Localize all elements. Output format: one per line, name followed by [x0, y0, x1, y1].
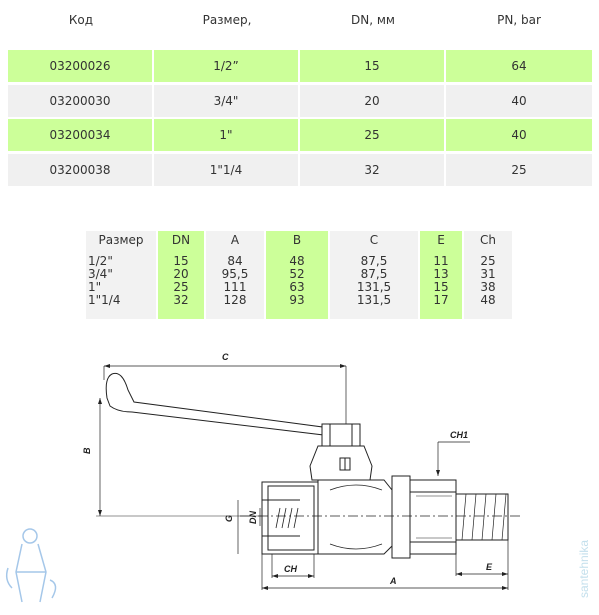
lever-handle — [106, 373, 332, 436]
valve-body-center — [318, 480, 392, 554]
cell-size: 1/2” — [154, 50, 298, 82]
product-table-header — [8, 0, 592, 40]
dim-header-b: B — [292, 233, 302, 247]
dim-cell: 1" — [88, 280, 102, 294]
dim-cell: 1/2" — [88, 254, 113, 268]
cell-size: 3/4" — [154, 85, 298, 117]
dim-cell: 15 — [433, 280, 449, 294]
table-row — [8, 119, 592, 151]
dim-cell: 32 — [173, 293, 189, 307]
site-watermark: santehnika — [577, 539, 591, 598]
dim-header-size: Размер — [98, 233, 144, 247]
dim-cell: 87,5 — [360, 254, 388, 268]
header-size: Размер, — [202, 13, 252, 27]
label-e: E — [486, 562, 493, 572]
label-ch: CH — [284, 564, 297, 574]
cell-pn: 40 — [446, 119, 592, 151]
dim-cell: 128 — [223, 293, 247, 307]
dim-cell: 48 — [289, 254, 305, 268]
cell-code: 03200026 — [8, 50, 152, 82]
dim-cell: 111 — [223, 280, 247, 294]
cell-dn: 20 — [300, 85, 444, 117]
cell-dn: 25 — [300, 119, 444, 151]
dim-cell: 11 — [433, 254, 449, 268]
dim-cell: 25 — [173, 280, 189, 294]
stem-nut — [322, 424, 360, 446]
dim-cell: 15 — [173, 254, 189, 268]
dim-header-c: C — [369, 233, 379, 247]
cell-pn: 64 — [446, 50, 592, 82]
header-code: Код — [68, 13, 94, 27]
label-a: A — [390, 576, 397, 586]
cell-dn: 32 — [300, 154, 444, 186]
dim-cell: 63 — [289, 280, 305, 294]
dim-header-a: A — [230, 233, 240, 247]
dim-cell: 1"1/4 — [88, 293, 121, 307]
label-dn: DN — [248, 511, 258, 524]
cell-dn: 15 — [300, 50, 444, 82]
dim-cell: 131,5 — [356, 293, 392, 307]
dim-cell: 3/4" — [88, 267, 113, 281]
dim-cell: 84 — [227, 254, 243, 268]
dim-cell: 17 — [433, 293, 449, 307]
union-nut — [392, 476, 410, 558]
dim-header-e: E — [437, 233, 445, 247]
cell-size: 1" — [154, 119, 298, 151]
label-c: C — [222, 352, 229, 362]
table-row — [8, 50, 592, 82]
dim-cell: 38 — [480, 280, 496, 294]
dim-cell: 25 — [480, 254, 496, 268]
header-pn: PN, bar — [497, 13, 541, 27]
label-g: G — [224, 514, 234, 522]
dim-cell: 31 — [480, 267, 496, 281]
cell-code: 03200030 — [8, 85, 152, 117]
table-row — [8, 154, 592, 186]
dim-header-dn: DN — [171, 233, 191, 247]
dim-cell: 20 — [173, 267, 189, 281]
header-dn: DN, мм — [351, 13, 395, 27]
cell-code: 03200038 — [8, 154, 152, 186]
cell-code: 03200034 — [8, 119, 152, 151]
cell-size: 1"1/4 — [154, 154, 298, 186]
plumber-logo — [7, 529, 56, 602]
dim-cell: 93 — [289, 293, 305, 307]
label-ch1: CH1 — [450, 430, 469, 440]
cell-pn: 25 — [446, 154, 592, 186]
dim-cell: 131,5 — [356, 280, 392, 294]
dim-cell: 13 — [433, 267, 449, 281]
ball-valve-drawing — [0, 340, 599, 615]
dim-cell: 52 — [289, 267, 305, 281]
dim-header-ch: Ch — [480, 233, 496, 247]
table-row — [8, 85, 592, 117]
dim-cell: 87,5 — [360, 267, 388, 281]
dim-cell: 48 — [480, 293, 496, 307]
dim-cell: 95,5 — [221, 267, 249, 281]
label-b: B — [82, 447, 92, 454]
cell-pn: 40 — [446, 85, 592, 117]
